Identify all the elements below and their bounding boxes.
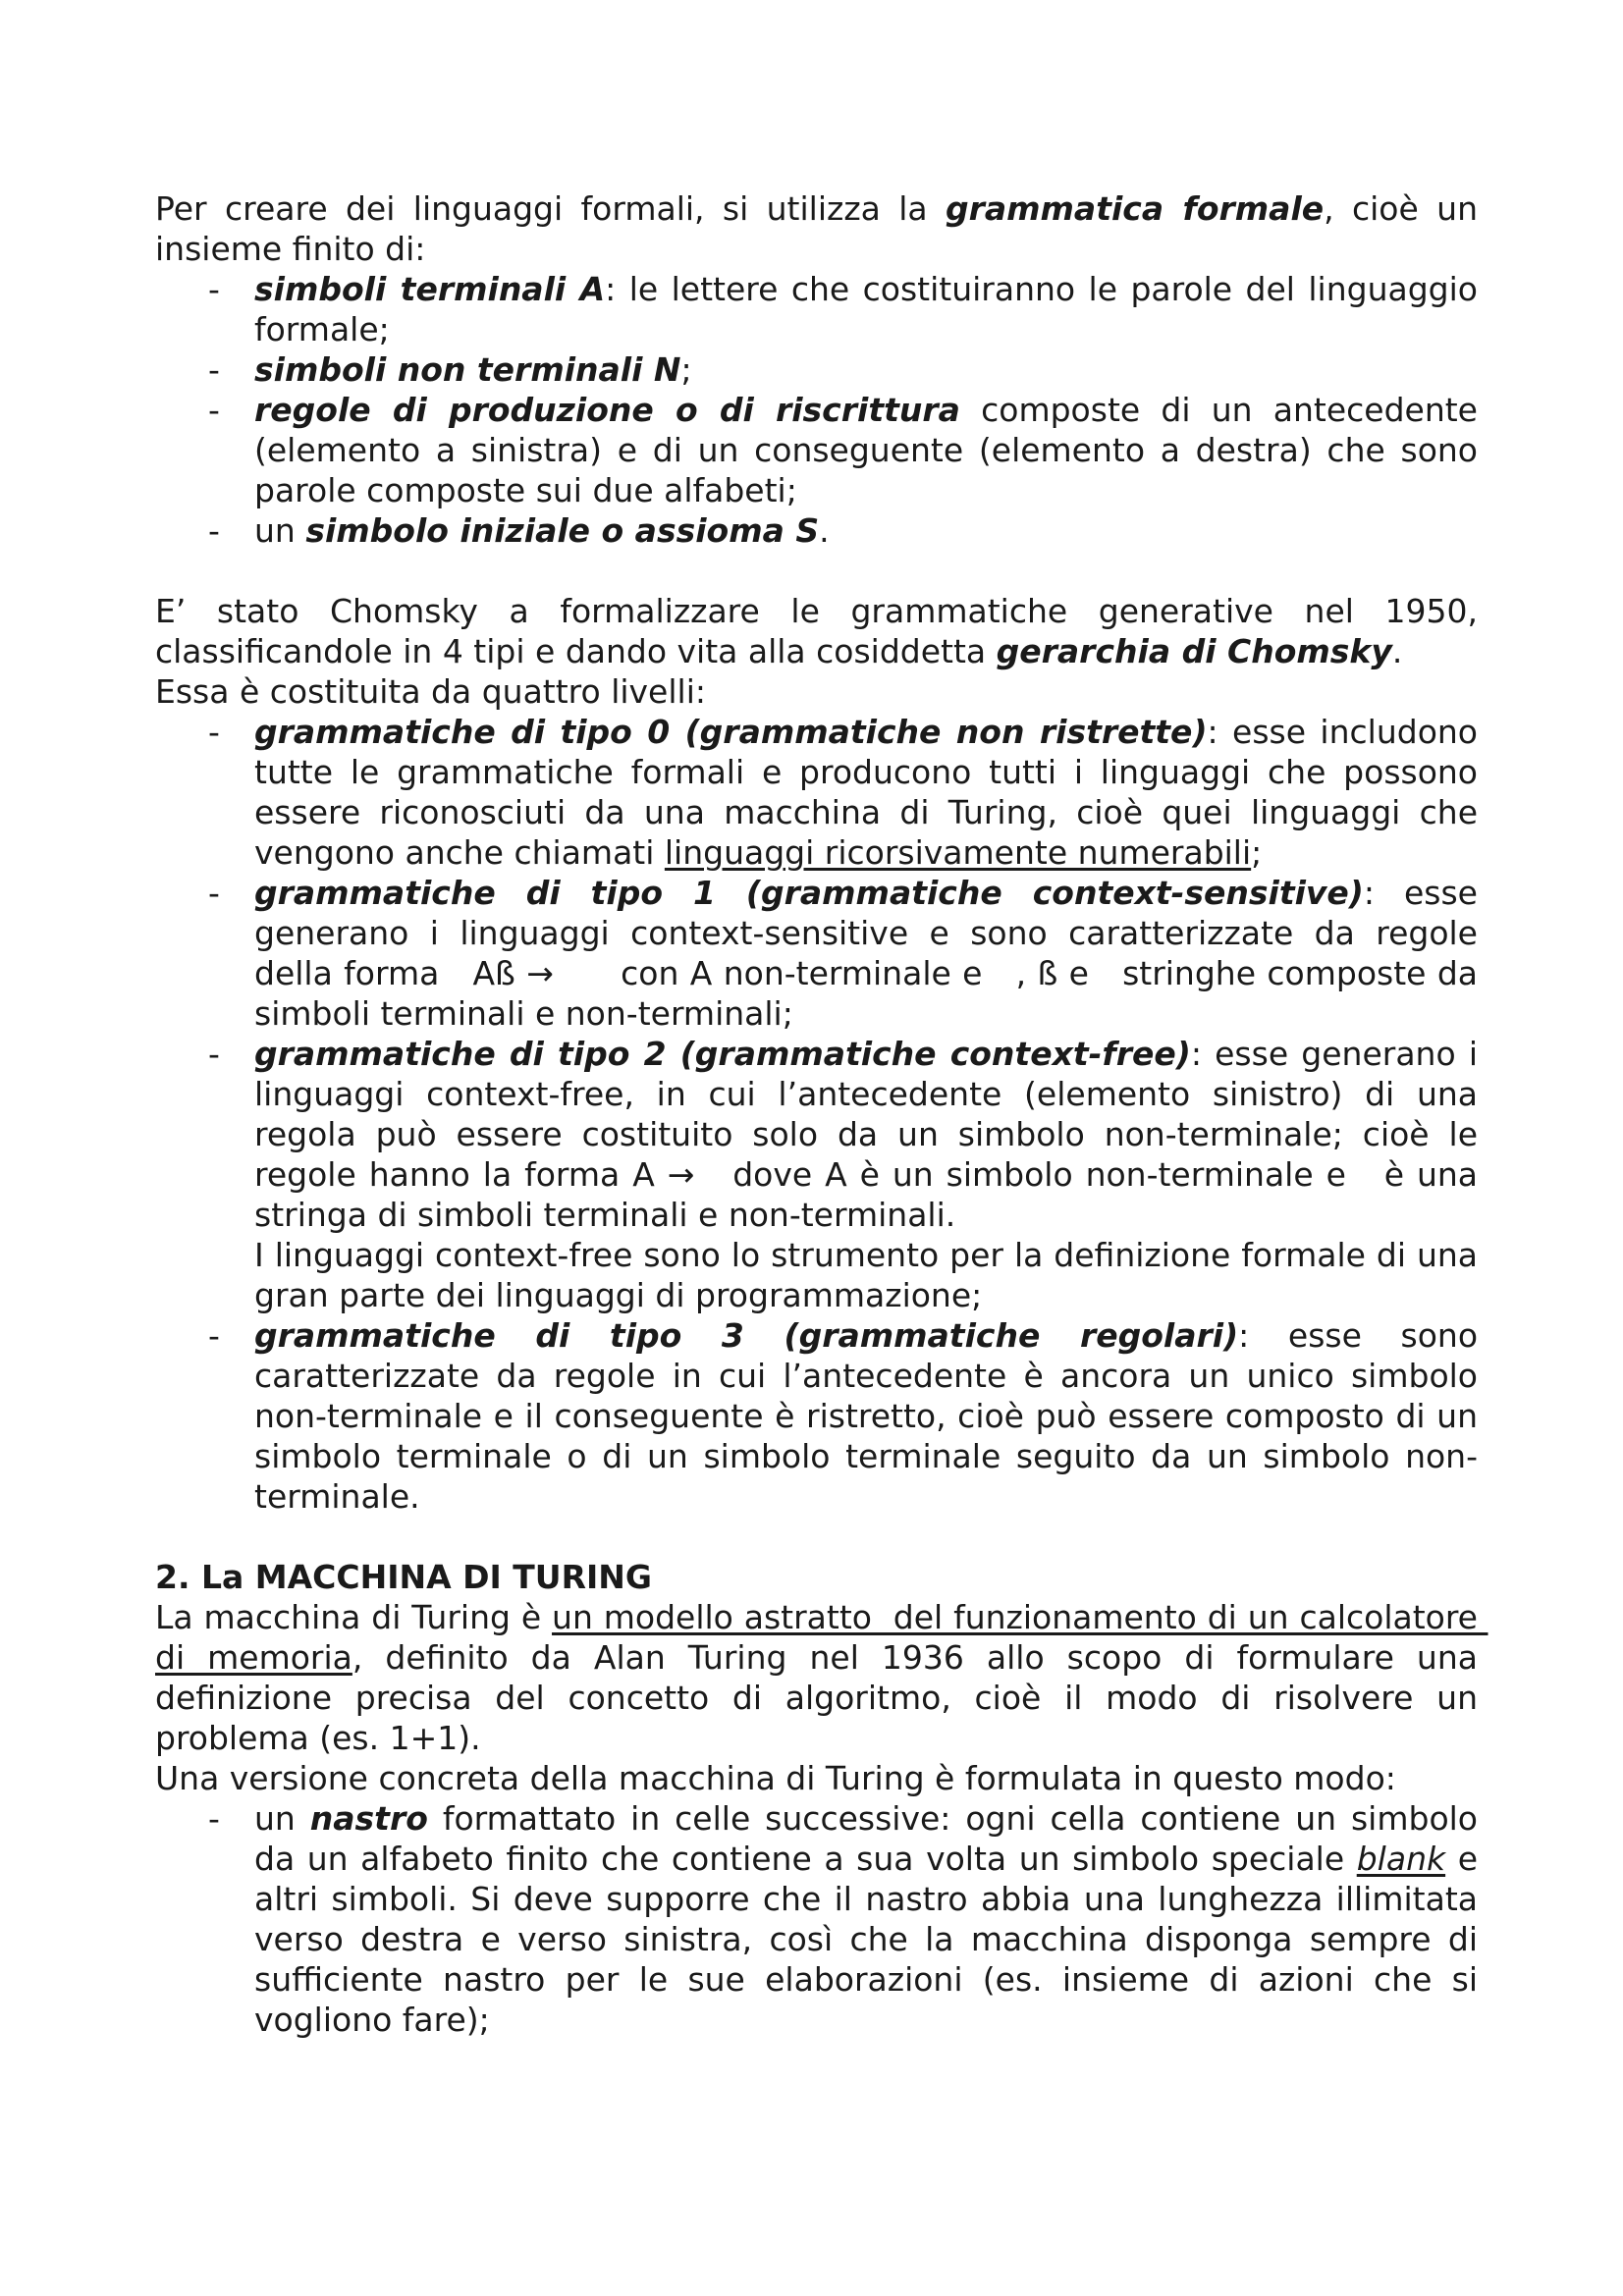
chomsky-text: E’ stato Chomsky a formalizzare le grammatiche generative nel 1950, classificandole in 4 tipi e dando vita alla cosiddetta [155, 592, 1478, 670]
section-heading: 2. La MACCHINA DI TURING [155, 1558, 652, 1596]
list-item [155, 349, 1478, 390]
list-item-text: : esse generano i linguaggi context-free, in cui l’antecedente (elemento sinistro) di una regola può essere costituito solo da un simbolo non-terminale; cioè le regole hanno la forma A → dove A è un simbolo non-terminale e è una stringa di simboli terminali e non-terminali. [254, 1035, 1488, 1234]
chomsky-paragraph [155, 591, 1478, 671]
levels-list [155, 712, 1488, 1517]
list-item-term: grammatiche di tipo 3 (grammatiche regolari) [254, 1316, 1239, 1355]
term-gerarchia-chomsky: gerarchia di Chomsky [996, 632, 1392, 670]
term-blank: blank [1356, 1840, 1446, 1878]
list-item-term: grammatiche di tipo 2 (grammatiche context-free) [254, 1035, 1191, 1073]
list-item-term: regole di produzione o di riscrittura [254, 391, 960, 429]
chomsky-text-end: . [1391, 632, 1403, 670]
list-item [155, 1034, 1488, 1315]
underlined-term: linguaggi ricorsivamente numerabili [664, 833, 1252, 872]
list-item-term: simbolo iniziale o assioma S [305, 511, 820, 550]
list-item-prefix: un [254, 511, 306, 550]
term-grammatica-formale: grammatica formale [946, 189, 1325, 228]
list-item-text: : esse generano i linguaggi context-sensitive e sono caratterizzate da regole della forma Aß → con A non-terminale e , ß e stringhe composte da simboli terminali e non-terminali; [254, 874, 1488, 1033]
list-item [155, 1315, 1478, 1517]
list-item-text: formattato in celle successive: ogni cella contiene un simbolo da un alfabeto finito che contiene a sua volta un simbolo speciale [254, 1799, 1478, 1878]
list-item-end: e altri simboli. Si deve supporre che il nastro abbia una lunghezza illimitata verso destra e verso sinistra, così che la macchina disponga sempre di sufficiente nastro per le sue elaborazioni (es. insieme di azioni che si vogliono fare); [254, 1840, 1478, 2039]
list-item-text: : esse includono tutte le grammatiche formali e producono tutti i linguaggi che possono essere riconosciuti da una macchina di Turing, cioè quei linguaggi che vengono anche chiamati [254, 713, 1478, 872]
list-item-text: ; [680, 350, 692, 389]
spacer [155, 1517, 1478, 1557]
list-item [155, 510, 1478, 551]
list-item-continuation: I linguaggi context-free sono lo strumento per la definizione formale di una gran parte dei linguaggi di programmazione; [254, 1236, 1478, 1314]
list-item [155, 269, 1478, 349]
list-item [155, 873, 1488, 1034]
list-item [155, 1798, 1478, 2040]
list-item [155, 390, 1478, 510]
list-item-end: ; [1251, 833, 1263, 872]
underlined-phrase: un modello astratto del funzionamento di un calcolatore di memoria [155, 1598, 1488, 1677]
turing-text-end: , definito da Alan Turing nel 1936 allo scopo di formulare una definizione precisa del concetto di algoritmo, cioè il modo di risolvere un problema (es. 1+1). [155, 1638, 1478, 1757]
list-item-term: simboli non terminali N [254, 350, 681, 389]
list-item-text: . [819, 511, 830, 550]
intro-text: Per creare dei linguaggi formali, si utilizza la [155, 189, 946, 228]
list-item-term: simboli terminali A [254, 270, 606, 308]
list-item-text: : esse sono caratterizzate da regole in cui l’antecedente è ancora un unico simbolo non-terminale e il conseguente è ristretto, cioè può essere composto di un simbolo terminale o di un simbolo terminale seguito da un simbolo non-terminale. [254, 1316, 1479, 1516]
list-item-term: grammatiche di tipo 0 (grammatiche non ristrette) [254, 713, 1208, 751]
spacer [155, 551, 1478, 591]
list-item-prefix: un [254, 1799, 310, 1838]
list-item-text: composte di un antecedente (elemento a sinistra) e di un conseguente (elemento a destra) che sono parole composte sui due alfabeti; [254, 391, 1478, 509]
intro-text-end: , cioè un insieme finito di: [155, 189, 1479, 268]
components-list [155, 269, 1478, 551]
intro-paragraph [155, 188, 1478, 269]
turing-list [155, 1798, 1478, 2040]
turing-paragraph [155, 1597, 1488, 1758]
levels-intro: Essa è costituita da quattro livelli: [155, 672, 706, 711]
list-item [155, 712, 1478, 873]
turing-text: La macchina di Turing è [155, 1598, 553, 1636]
list-item-term: grammatiche di tipo 1 (grammatiche context-sensitive) [254, 874, 1364, 912]
list-item-text: : le lettere che costituiranno le parole del linguaggio formale; [254, 270, 1478, 348]
turing-version-intro: Una versione concreta della macchina di Turing è formulata in questo modo: [155, 1759, 1396, 1797]
term-nastro: nastro [309, 1799, 428, 1838]
document-page [155, 188, 1488, 2040]
